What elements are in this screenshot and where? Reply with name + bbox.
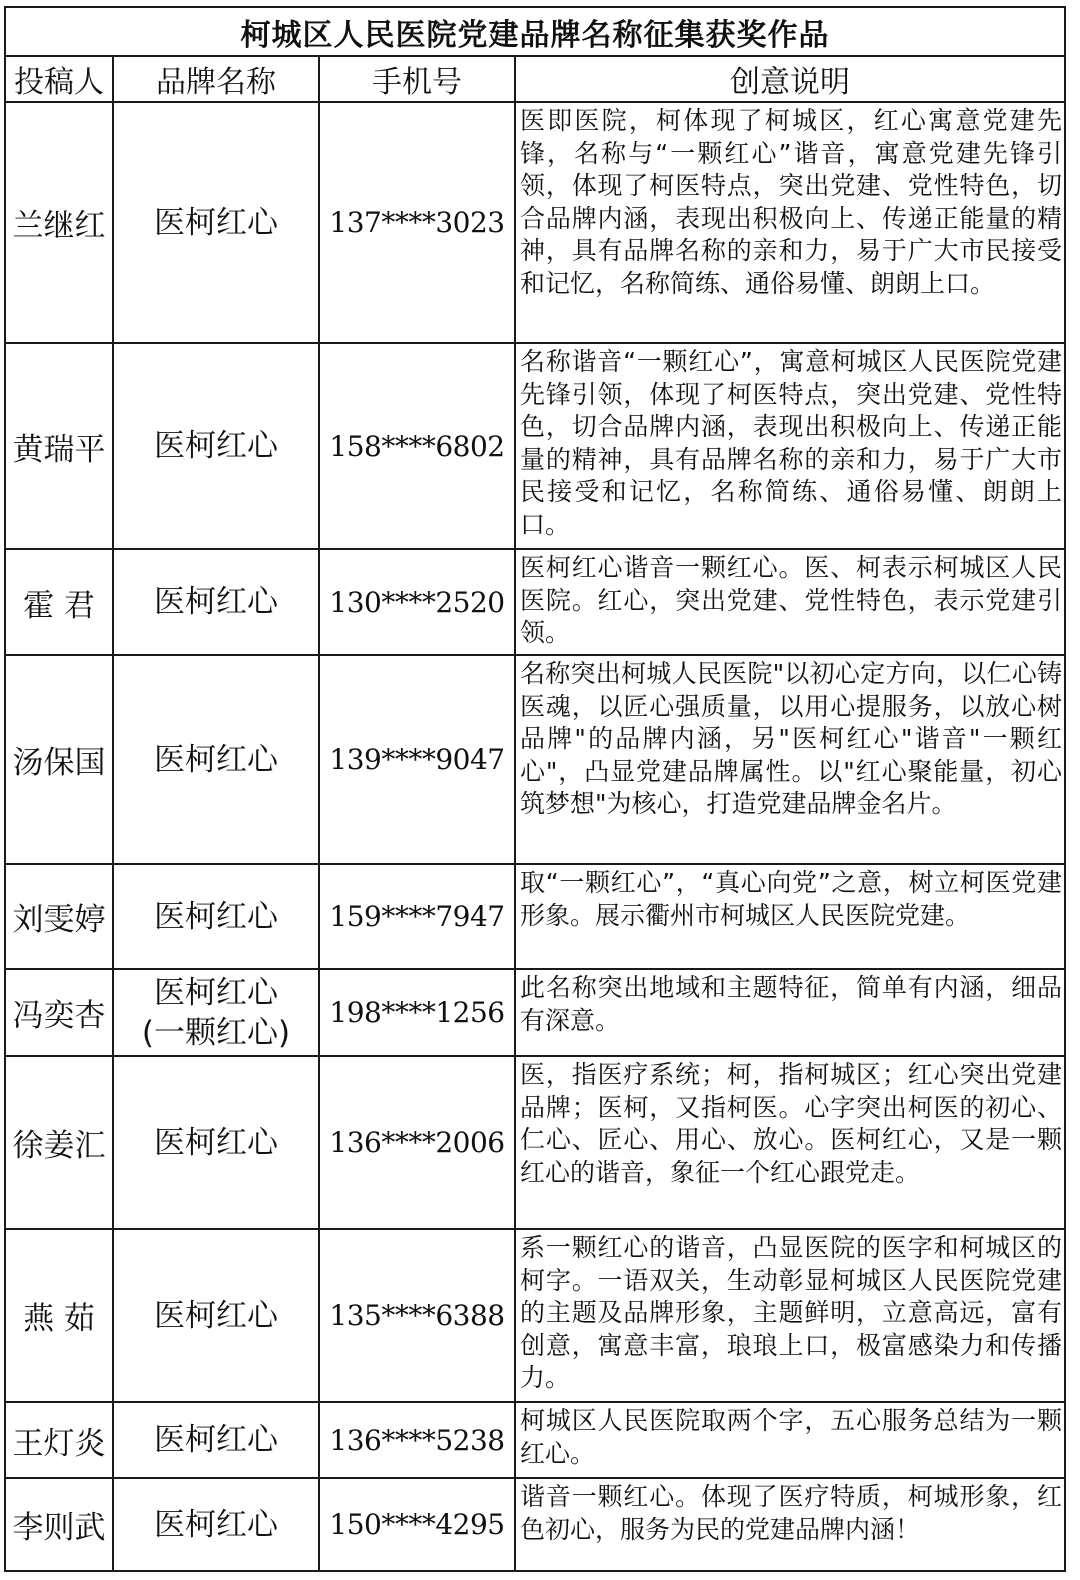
brand-cell xyxy=(113,969,319,1056)
table-row xyxy=(5,1229,1065,1402)
table-row xyxy=(5,343,1065,549)
author-cell: 霍 君 xyxy=(5,549,113,655)
description-cell: 取“一颗红心”，“真心向党”之意，树立柯医党建形象。展示衢州市柯城区人民医院党建。 xyxy=(515,864,1065,969)
brand-name: 医柯红心 xyxy=(154,974,278,1011)
table-row xyxy=(5,1478,1065,1571)
brand-name: 医柯红心 xyxy=(154,1506,278,1543)
description-cell: 柯城区人民医院取两个字，五心服务总结为一颗红心。 xyxy=(515,1402,1065,1478)
author-cell: 王灯炎 xyxy=(5,1402,113,1478)
brand-name: 医柯红心 xyxy=(154,428,278,464)
brand-cell xyxy=(113,655,319,864)
table-row xyxy=(5,864,1065,969)
description-cell: 医即医院，柯体现了柯城区，红心寓意党建先锋，名称与“一颗红心”谐音，寓意党建先锋引领，体现了柯医特点，突出党建、党性特色，切合品牌内涵，表现出积极向上、传递正能量的精神，具有品牌名称的亲和力，易于广大市民接受和记忆，名称简练、通俗易懂、朗朗上口。 xyxy=(515,102,1065,343)
brand-cell xyxy=(113,1229,319,1402)
author-cell: 刘雯婷 xyxy=(5,864,113,969)
brand-name: 医柯红心 xyxy=(154,898,278,935)
brand-cell xyxy=(113,549,319,655)
header-author: 投稿人 xyxy=(5,56,113,102)
brand-name: 医柯红心 xyxy=(154,584,278,620)
phone-cell: 198****1256 xyxy=(319,969,515,1056)
phone-cell: 150****4295 xyxy=(319,1478,515,1571)
phone-cell: 158****6802 xyxy=(319,343,515,549)
author-cell: 燕 茹 xyxy=(5,1229,113,1402)
description-cell: 名称突出柯城人民医院"以初心定方向，以仁心铸医魂，以匠心强质量，以用心提服务，以放心树品牌"的品牌内涵，另"医柯红心"谐音"一颗红心"，凸显党建品牌属性。以"红心聚能量，初心筑梦想"为核心，打造党建品牌金名片。 xyxy=(515,655,1065,864)
table-row xyxy=(5,549,1065,655)
author-cell: 徐姜汇 xyxy=(5,1056,113,1229)
phone-cell: 139****9047 xyxy=(319,655,515,864)
table-row xyxy=(5,102,1065,343)
author-cell: 黄瑞平 xyxy=(5,343,113,549)
brand-cell xyxy=(113,1402,319,1478)
table-row xyxy=(5,655,1065,864)
description-cell: 此名称突出地域和主题特征，简单有内涵，细品有深意。 xyxy=(515,969,1065,1056)
phone-cell: 130****2520 xyxy=(319,549,515,655)
phone-cell: 159****7947 xyxy=(319,864,515,969)
author-cell: 李则武 xyxy=(5,1478,113,1571)
brand-name: 医柯红心 xyxy=(154,1124,278,1161)
brand-name: 医柯红心 xyxy=(154,1297,278,1334)
award-table xyxy=(4,6,1066,1572)
description-cell: 医柯红心谐音一颗红心。医、柯表示柯城区人民医院。红心，突出党建、党性特色，表示党建引领。 xyxy=(515,549,1065,655)
description-cell: 医，指医疗系统；柯，指柯城区；红心突出党建品牌；医柯，又指柯医。心字突出柯医的初心、仁心、匠心、用心、放心。医柯红心，又是一颗红心的谐音，象征一个红心跟党走。 xyxy=(515,1056,1065,1229)
header-phone: 手机号 xyxy=(319,56,515,102)
header-brand: 品牌名称 xyxy=(113,56,319,102)
phone-cell: 136****5238 xyxy=(319,1402,515,1478)
brand-cell xyxy=(113,102,319,343)
brand-name: 医柯红心 xyxy=(154,204,278,241)
description-cell: 谐音一颗红心。体现了医疗特质，柯城形象，红色初心，服务为民的党建品牌内涵！ xyxy=(515,1478,1065,1571)
phone-cell: 136****2006 xyxy=(319,1056,515,1229)
description-cell: 系一颗红心的谐音，凸显医院的医字和柯城区的柯字。一语双关，生动彰显柯城区人民医院党建的主题及品牌形象，主题鲜明，立意高远，富有创意，寓意丰富，琅琅上口，极富感染力和传播力。 xyxy=(515,1229,1065,1402)
header-description: 创意说明 xyxy=(515,56,1065,102)
brand-name: 医柯红心 xyxy=(154,741,278,778)
author-cell: 汤保国 xyxy=(5,655,113,864)
brand-cell xyxy=(113,864,319,969)
brand-cell xyxy=(113,1056,319,1229)
table-row xyxy=(5,969,1065,1056)
brand-cell xyxy=(113,343,319,549)
table-row xyxy=(5,1056,1065,1229)
table-title: 柯城区人民医院党建品牌名称征集获奖作品 xyxy=(5,7,1065,56)
brand-cell xyxy=(113,1478,319,1571)
phone-cell: 135****6388 xyxy=(319,1229,515,1402)
description-cell: 名称谐音“一颗红心”，寓意柯城区人民医院党建先锋引领，体现了柯医特点，突出党建、党性特色，切合品牌内涵，表现出积极向上、传递正能量的精神，具有品牌名称的亲和力，易于广大市民接受和记忆，名称简练、通俗易懂、朗朗上口。 xyxy=(515,343,1065,549)
table-row xyxy=(5,1402,1065,1478)
brand-name: 医柯红心 xyxy=(154,1422,278,1458)
phone-cell: 137****3023 xyxy=(319,102,515,343)
author-cell: 兰继红 xyxy=(5,102,113,343)
author-cell: 冯奕杏 xyxy=(5,969,113,1056)
brand-name-alt: (一颗红心) xyxy=(141,1014,291,1051)
